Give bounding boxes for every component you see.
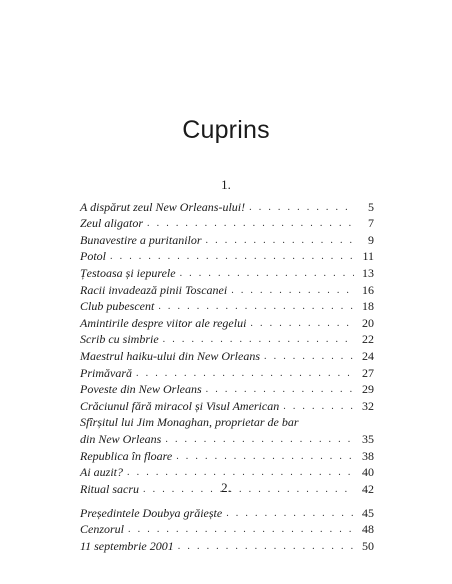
dot-leader xyxy=(264,352,354,362)
dot-leader xyxy=(127,468,354,478)
toc-entry xyxy=(80,445,374,462)
toc-entry-title: Potol xyxy=(80,249,106,264)
dot-leader xyxy=(283,402,354,412)
toc-entry-page: 38 xyxy=(362,448,374,463)
toc-entry xyxy=(80,462,374,479)
dot-leader xyxy=(206,236,354,246)
toc-entry xyxy=(80,229,374,246)
page-title: Cuprins xyxy=(182,116,270,144)
toc-entry-title: Țestoasa și iepurele xyxy=(80,265,176,280)
toc-entry xyxy=(80,379,374,396)
dot-leader xyxy=(178,542,354,552)
dot-leader xyxy=(206,385,354,395)
dot-leader xyxy=(250,319,354,329)
dot-leader xyxy=(165,435,354,445)
toc-entry-page: 5 xyxy=(368,199,374,214)
toc-entry xyxy=(80,395,374,412)
toc-entry-first-line xyxy=(80,412,374,429)
toc-entry-page: 45 xyxy=(362,505,374,520)
dot-leader xyxy=(226,509,354,519)
toc-entry xyxy=(80,362,374,379)
dot-leader xyxy=(176,452,354,462)
toc-entry-title: Zeul aligator xyxy=(80,216,144,231)
toc-entry-page: 16 xyxy=(362,282,374,297)
toc-entry xyxy=(80,262,374,279)
toc-entry-page: 22 xyxy=(362,332,374,347)
toc-entry-title: A dispărut zeul New Orleans-ului! xyxy=(80,199,246,214)
toc-entry-page: 24 xyxy=(362,348,374,363)
toc-entry xyxy=(80,329,374,346)
toc-entry-title: Ritual sacru xyxy=(80,481,139,496)
toc-entry-title: Ai auzit? xyxy=(80,465,124,480)
toc-entry-title: Maestrul haiku-ului din New Orleans xyxy=(80,348,260,363)
toc-entry-title: Președintele Doubya grăiește xyxy=(80,505,223,520)
toc-entry-page: 32 xyxy=(362,398,374,413)
toc-entry-title: Poveste din New Orleans xyxy=(80,382,202,397)
toc-entry xyxy=(80,502,374,519)
toc-entry-page: 7 xyxy=(368,216,374,231)
toc-entry-title: Cenzorul xyxy=(80,522,125,537)
toc-entry-title: Sfîrșitul lui Jim Monaghan, proprietar de bar xyxy=(80,415,299,430)
toc-entry xyxy=(80,246,374,263)
toc-entry-page: 27 xyxy=(362,365,374,380)
dot-leader xyxy=(180,269,354,279)
toc-section-1 xyxy=(80,196,374,495)
toc-entry-page: 40 xyxy=(362,465,374,480)
toc-entry-title: Racii invadează pinii Toscanei xyxy=(80,282,228,297)
toc-entry-page: 18 xyxy=(362,299,374,314)
toc-entry-title: din New Orleans xyxy=(80,431,162,446)
toc-entry-page: 48 xyxy=(362,522,374,537)
toc-entry-page: 11 xyxy=(362,249,374,264)
toc-entry xyxy=(80,213,374,230)
toc-entry-title: Republica în floare xyxy=(80,448,173,463)
dot-leader xyxy=(158,302,354,312)
toc-entry-page: 13 xyxy=(362,265,374,280)
dot-leader xyxy=(136,369,354,379)
dot-leader xyxy=(110,252,354,262)
toc-entry-page: 50 xyxy=(362,538,374,553)
toc-entry-page: 9 xyxy=(368,232,374,247)
toc-entry xyxy=(80,345,374,362)
dot-leader xyxy=(249,203,354,213)
toc-entry-title: 11 septembrie 2001 xyxy=(80,538,174,553)
toc-entry-page: 29 xyxy=(362,382,374,397)
toc-entry-title: Primăvară xyxy=(80,365,132,380)
section-number: 2. xyxy=(221,480,231,495)
toc-entry-page: 35 xyxy=(362,431,374,446)
toc-entry-title: Crăciunul fără miracol și Visul American xyxy=(80,398,280,413)
dot-leader xyxy=(128,525,354,535)
dot-leader xyxy=(147,219,354,229)
toc-entry-page: 20 xyxy=(362,315,374,330)
toc-entry-page: 42 xyxy=(362,481,374,496)
toc-entry xyxy=(80,535,374,552)
toc-entry xyxy=(80,428,374,445)
toc-entry-title: Amintirile despre viitor ale regelui xyxy=(80,315,247,330)
toc-entry xyxy=(80,196,374,213)
toc-entry-title: Scrib cu simbrie xyxy=(80,332,159,347)
toc-entry xyxy=(80,296,374,313)
toc-entry xyxy=(80,519,374,536)
toc-entry-title: Club pubescent xyxy=(80,299,155,314)
toc-entry-title: Bunavestire a puritanilor xyxy=(80,232,202,247)
dot-leader xyxy=(163,335,354,345)
toc-section-2 xyxy=(80,502,374,552)
section-number: 1. xyxy=(221,177,231,192)
toc-entry xyxy=(80,312,374,329)
toc-entry xyxy=(80,279,374,296)
dot-leader xyxy=(231,286,354,296)
